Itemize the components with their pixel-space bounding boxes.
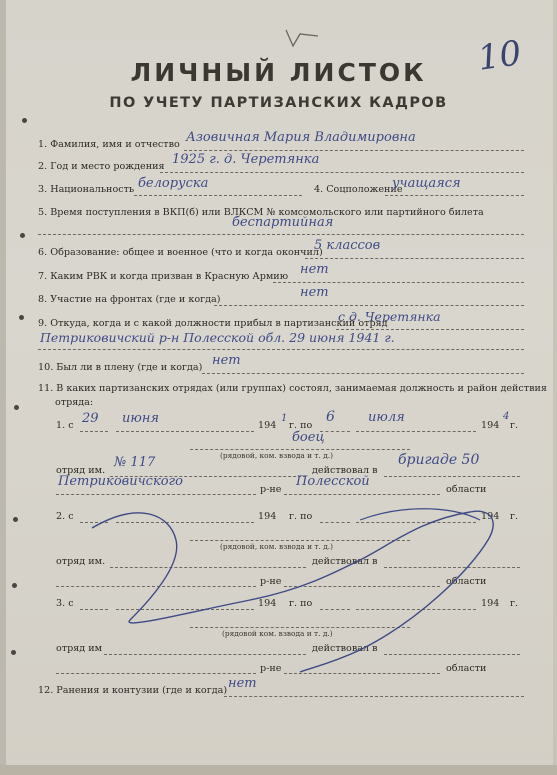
period-3-year-to-word: 194 bbox=[481, 598, 500, 609]
period-1-acted-label: действовал в bbox=[312, 465, 378, 476]
field-2-label: 2. Год и место рождения bbox=[38, 161, 165, 172]
field-3-label: 3. Национальность bbox=[38, 184, 135, 195]
period-2-role-caption: (рядовой, ком. взвода и т. д.) bbox=[220, 542, 333, 551]
period-1-day-to: 6 bbox=[326, 409, 335, 425]
period-2-po: г. по bbox=[289, 511, 313, 522]
period-3-unit-label: отряд им bbox=[56, 643, 103, 654]
period-1-unit-value: № 117 bbox=[114, 455, 156, 470]
period-1-g: г. bbox=[510, 420, 519, 431]
page-subtitle: ПО УЧЕТУ ПАРТИЗАНСКИХ КАДРОВ bbox=[109, 95, 448, 111]
period-1-unit-label: отряд им. bbox=[56, 465, 106, 476]
period-1-year-to: 4 bbox=[503, 411, 510, 422]
field-6-label: 6. Образование: общее и военное (что и когда окончил) bbox=[38, 247, 323, 258]
field-12-value: нет bbox=[228, 676, 257, 691]
period-1-year-word: 194 bbox=[258, 420, 277, 431]
field-7-value: нет bbox=[300, 262, 329, 277]
period-1-po: г. по bbox=[289, 420, 313, 431]
period-1-oblast-value: Полесской bbox=[296, 474, 370, 489]
field-3-value: белоруска bbox=[138, 176, 209, 191]
period-1-district-label: р-не bbox=[260, 484, 282, 495]
period-3-po: г. по bbox=[289, 598, 313, 609]
period-1-district-value: Петриковичского bbox=[58, 474, 183, 489]
period-3-acted-label: действовал в bbox=[312, 643, 378, 654]
period-3-role-caption: (рядовой ком. взвода и т. д.) bbox=[222, 629, 333, 638]
period-1-year-to-word: 194 bbox=[481, 420, 500, 431]
period-1-month-to: июля bbox=[368, 410, 405, 425]
period-3-district-label: р-не bbox=[260, 663, 282, 674]
field-4-value: учащаяся bbox=[392, 176, 461, 191]
period-2-district-label: р-не bbox=[260, 576, 282, 587]
period-1-oblast-label: области bbox=[446, 484, 487, 495]
field-1-label: 1. Фамилия, имя и отчество bbox=[38, 139, 180, 150]
field-9-value-b: Петриковичский р-н Полесской обл. 29 июня 1941 г. bbox=[40, 330, 395, 345]
field-10-label: 10. Был ли в плену (где и когда) bbox=[38, 362, 203, 373]
field-8-label: 8. Участие на фронтах (где и когда) bbox=[38, 294, 221, 305]
field-5-label: 5. Время поступления в ВКП(б) или ВЛКСМ № комсомольского или партийного билета bbox=[38, 207, 484, 218]
field-5-value: беспартийная bbox=[232, 215, 334, 230]
field-9-value-a: с д. Черетянка bbox=[338, 309, 441, 324]
period-1-num: 1. с bbox=[56, 420, 74, 431]
period-1-day-from: 29 bbox=[82, 411, 99, 426]
period-2-oblast-label: области bbox=[446, 576, 487, 587]
field-1-value: Азовичная Мария Владимировна bbox=[186, 130, 416, 145]
period-3-num: 3. с bbox=[56, 598, 74, 609]
field-9-label: 9. Откуда, когда и с какой должности прибыл в партизанский отряд bbox=[38, 318, 388, 329]
period-1-role: боец bbox=[292, 430, 325, 445]
period-2-g: г. bbox=[510, 511, 519, 522]
period-3-g: г. bbox=[510, 598, 519, 609]
field-11-label-cont: отряда: bbox=[55, 397, 94, 408]
field-12-label: 12. Ранения и контузии (где и когда) bbox=[38, 685, 228, 696]
period-2-year-word: 194 bbox=[258, 511, 277, 522]
period-2-num: 2. с bbox=[56, 511, 74, 522]
field-2-value: 1925 г. д. Черетянка bbox=[172, 152, 320, 167]
period-1-role-caption: (рядовой, ком. взвода и т. д.) bbox=[220, 451, 333, 460]
field-7-label: 7. Каким РВК и когда призван в Красную Армию bbox=[38, 271, 289, 282]
page-title: ЛИЧНЫЙ ЛИСТОК bbox=[130, 58, 427, 87]
period-1-year-from: 1 bbox=[281, 413, 288, 424]
period-1-acted-value: бригаде 50 bbox=[398, 452, 480, 468]
field-11-label: 11. В каких партизанских отрядах (или группах) состоял, занимаемая должность и район действия bbox=[38, 383, 547, 394]
period-1-month-from: июня bbox=[122, 411, 159, 426]
period-3-oblast-label: области bbox=[446, 663, 487, 674]
field-8-value: нет bbox=[300, 285, 329, 300]
period-3-year-word: 194 bbox=[258, 598, 277, 609]
sheet-number: 10 bbox=[475, 33, 524, 79]
period-2-year-to-word: 194 bbox=[481, 511, 500, 522]
period-2-acted-label: действовал в bbox=[312, 556, 378, 567]
period-2-unit-label: отряд им. bbox=[56, 556, 106, 567]
field-6-value: 5 классов bbox=[314, 238, 381, 253]
field-12-line bbox=[224, 696, 524, 697]
field-10-value: нет bbox=[212, 353, 241, 368]
field-4-label: 4. Соцположение bbox=[314, 184, 403, 195]
